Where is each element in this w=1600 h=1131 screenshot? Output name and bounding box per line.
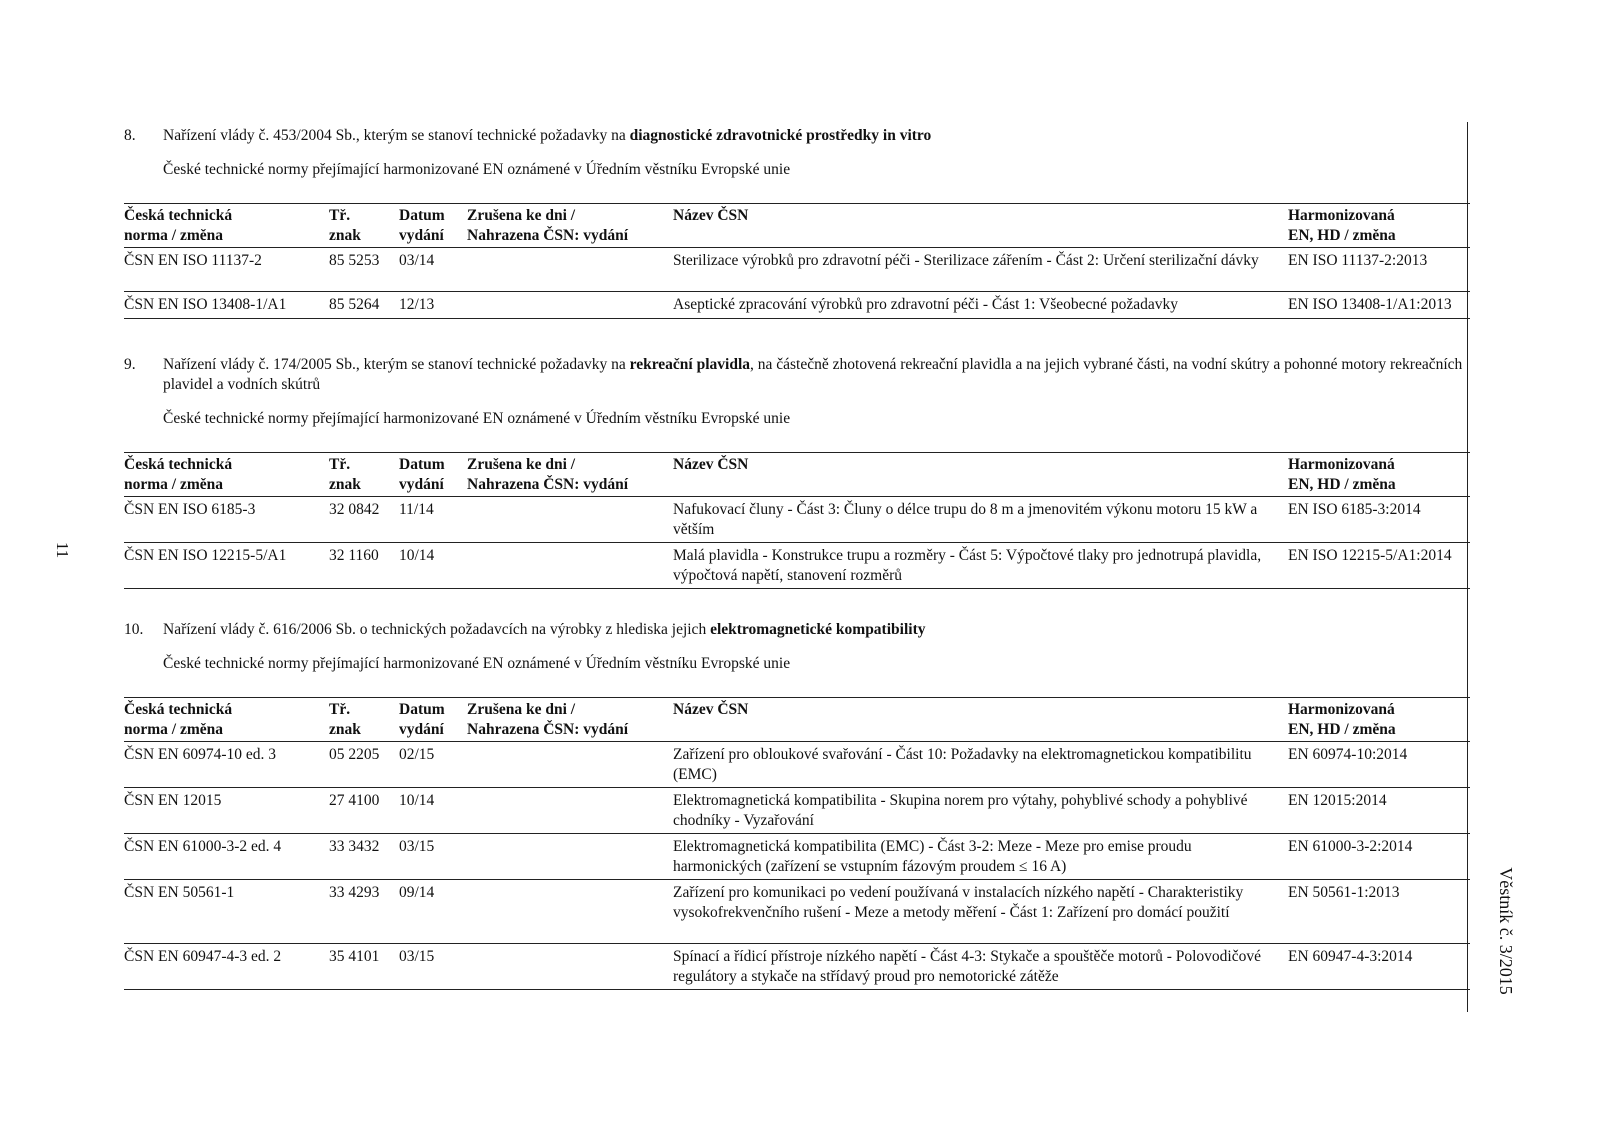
cell-date: 10/14 xyxy=(399,792,435,809)
table-row xyxy=(124,742,1470,788)
section-number: 9. xyxy=(124,356,136,373)
header-label-line: znak xyxy=(329,476,361,493)
cell-class: 33 4293 xyxy=(329,884,380,901)
cell-replaced xyxy=(467,248,673,292)
header-norm xyxy=(124,204,329,248)
table-row xyxy=(124,248,1470,292)
table-row xyxy=(124,944,1470,990)
cell-name: Zařízení pro komunikaci po vedení používaná v instalacích nízkého napětí - Charakteristiky vysokofrekvenčního rušení - Meze a metody měření - Část 1: Zařízení pro domácí použití xyxy=(673,884,1244,921)
header-label-line: Datum xyxy=(399,701,445,718)
header-replaced xyxy=(467,698,673,742)
cell-harmonized: EN ISO 6185-3:2014 xyxy=(1288,501,1421,518)
cell-norm: ČSN EN 60974-10 ed. 3 xyxy=(124,746,276,763)
section-title-emphasis: elektromagnetické kompatibility xyxy=(710,621,926,638)
header-label-line: Název ČSN xyxy=(673,456,749,473)
header-label-line: vydání xyxy=(399,476,444,493)
header-date xyxy=(399,204,467,248)
cell-class: 85 5253 xyxy=(329,252,380,269)
header-label-line: Nahrazena ČSN: vydání xyxy=(467,721,629,738)
header-label-line: Nahrazena ČSN: vydání xyxy=(467,476,629,493)
table-header-row xyxy=(124,453,1470,497)
header-label-line: Název ČSN xyxy=(673,207,749,224)
header-label-line: EN, HD / změna xyxy=(1288,721,1396,738)
norms-table xyxy=(124,203,1470,319)
header-label-line: Zrušena ke dni / xyxy=(467,456,576,473)
cell-date: 02/15 xyxy=(399,746,435,763)
cell-replaced xyxy=(467,292,673,319)
table-row xyxy=(124,543,1470,589)
cell-date: 03/15 xyxy=(399,838,435,855)
table-row xyxy=(124,292,1470,319)
header-label-line: Harmonizovaná xyxy=(1288,207,1395,224)
header-label-line: Harmonizovaná xyxy=(1288,701,1395,718)
header-label-line: Tř. xyxy=(329,207,351,224)
header-label-line: vydání xyxy=(399,721,444,738)
cell-harmonized: EN 12015:2014 xyxy=(1288,792,1387,809)
cell-norm: ČSN EN ISO 6185-3 xyxy=(124,501,256,518)
cell-norm: ČSN EN 12015 xyxy=(124,792,222,809)
cell-replaced xyxy=(467,788,673,834)
cell-date: 09/14 xyxy=(399,884,435,901)
header-label-line: Tř. xyxy=(329,456,351,473)
header-label-line: Datum xyxy=(399,207,445,224)
table-row xyxy=(124,880,1470,944)
section-heading xyxy=(124,620,1470,640)
header-norm xyxy=(124,453,329,497)
header-label-line: norma / změna xyxy=(124,227,224,244)
header-harmonized xyxy=(1288,698,1470,742)
section-heading xyxy=(124,126,1470,146)
norms-table xyxy=(124,452,1470,589)
cell-date: 12/13 xyxy=(399,296,435,313)
cell-harmonized: EN ISO 13408-1/A1:2013 xyxy=(1288,296,1452,313)
section-subtitle: České technické normy přejímající harmonizované EN oznámené v Úředním věstníku Evropské unie xyxy=(163,410,791,427)
header-date xyxy=(399,453,467,497)
cell-harmonized: EN 50561-1:2013 xyxy=(1288,884,1400,901)
cell-norm: ČSN EN 61000-3-2 ed. 4 xyxy=(124,838,282,855)
section-subtitle: České technické normy přejímající harmonizované EN oznámené v Úředním věstníku Evropské unie xyxy=(163,655,791,672)
header-name xyxy=(673,453,1288,497)
section-title-emphasis: diagnostické zdravotnické prostředky in vitro xyxy=(629,127,932,144)
header-label-line: EN, HD / změna xyxy=(1288,227,1396,244)
table-header-row xyxy=(124,698,1470,742)
table-header-row xyxy=(124,204,1470,248)
cell-name: Elektromagnetická kompatibilita - Skupina norem pro výtahy, pohyblivé schody a pohyblivé chodníky - Vyzařování xyxy=(673,792,1248,829)
header-label-line: Datum xyxy=(399,456,445,473)
cell-norm: ČSN EN ISO 13408-1/A1 xyxy=(124,296,287,313)
cell-replaced xyxy=(467,497,673,543)
cell-name: Elektromagnetická kompatibilita (EMC) - Část 3-2: Meze - Meze pro emise proudu harmonických (zařízení se vstupním fázovým proudem ≤ 16 A) xyxy=(673,838,1192,875)
norms-table xyxy=(124,697,1470,990)
cell-name: Aseptické zpracování výrobků pro zdravotní péči - Část 1: Všeobecné požadavky xyxy=(673,296,1179,313)
table-row xyxy=(124,497,1470,543)
cell-replaced xyxy=(467,543,673,589)
section-title xyxy=(163,620,1470,640)
cell-name: Malá plavidla - Konstrukce trupu a rozměry - Část 5: Výpočtové tlaky pro jednotrupá plavidla, výpočtová napětí, stanovení rozměrů xyxy=(673,547,1262,584)
cell-harmonized: EN ISO 12215-5/A1:2014 xyxy=(1288,547,1452,564)
header-label-line: Česká technická xyxy=(124,456,233,473)
header-label-line: Harmonizovaná xyxy=(1288,456,1395,473)
section-title-text: Nařízení vlády č. 453/2004 Sb., kterým se stanoví technické požadavky na xyxy=(163,127,630,144)
cell-replaced xyxy=(467,880,673,944)
header-label-line: Česká technická xyxy=(124,207,233,224)
header-label-line: Zrušena ke dni / xyxy=(467,701,576,718)
cell-harmonized: EN 60947-4-3:2014 xyxy=(1288,948,1413,965)
cell-class: 32 0842 xyxy=(329,501,380,518)
cell-class: 05 2205 xyxy=(329,746,380,763)
cell-class: 33 3432 xyxy=(329,838,380,855)
header-harmonized xyxy=(1288,204,1470,248)
header-label-line: Název ČSN xyxy=(673,701,749,718)
header-name xyxy=(673,204,1288,248)
header-label-line: norma / změna xyxy=(124,721,224,738)
section-title-emphasis: rekreační plavidla xyxy=(629,356,751,373)
cell-class: 85 5264 xyxy=(329,296,380,313)
cell-norm: ČSN EN ISO 12215-5/A1 xyxy=(124,547,287,564)
header-label-line: znak xyxy=(329,721,361,738)
cell-class: 32 1160 xyxy=(329,547,379,564)
header-harmonized xyxy=(1288,453,1470,497)
cell-harmonized: EN 60974-10:2014 xyxy=(1288,746,1408,763)
cell-norm: ČSN EN 60947-4-3 ed. 2 xyxy=(124,948,282,965)
cell-date: 11/14 xyxy=(399,501,434,518)
section-title-text: Nařízení vlády č. 174/2005 Sb., kterým se stanoví technické požadavky na xyxy=(163,356,630,373)
header-label-line: Nahrazena ČSN: vydání xyxy=(467,227,629,244)
header-label-line: Česká technická xyxy=(124,701,233,718)
section-title xyxy=(163,126,1470,146)
header-name xyxy=(673,698,1288,742)
cell-class: 35 4101 xyxy=(329,948,380,965)
cell-harmonized: EN ISO 11137-2:2013 xyxy=(1288,252,1428,269)
cell-date: 03/14 xyxy=(399,252,435,269)
table-row xyxy=(124,788,1470,834)
cell-harmonized: EN 61000-3-2:2014 xyxy=(1288,838,1413,855)
cell-replaced xyxy=(467,944,673,990)
header-label-line: znak xyxy=(329,227,361,244)
header-replaced xyxy=(467,204,673,248)
cell-norm: ČSN EN 50561-1 xyxy=(124,884,235,901)
cell-date: 03/15 xyxy=(399,948,435,965)
section-heading xyxy=(124,355,1470,395)
header-label-line: Tř. xyxy=(329,701,351,718)
cell-replaced xyxy=(467,834,673,880)
header-label-line: EN, HD / změna xyxy=(1288,476,1396,493)
header-label-line: vydání xyxy=(399,227,444,244)
section-title-text: Nařízení vlády č. 616/2006 Sb. o technických požadavcích na výrobky z hlediska jejich xyxy=(163,621,711,638)
cell-name: Sterilizace výrobků pro zdravotní péči - Sterilizace zářením - Část 2: Určení sterilizační dávky xyxy=(673,252,1259,269)
header-class xyxy=(329,453,399,497)
cell-name: Nafukovací čluny - Část 3: Čluny o délce trupu do 8 m a jmenovitém výkonu motoru 15 kW a větším xyxy=(673,501,1258,538)
section-number: 10. xyxy=(124,621,144,638)
section-title xyxy=(163,355,1470,395)
header-class xyxy=(329,204,399,248)
cell-name: Spínací a řídicí přístroje nízkého napětí - Část 4-3: Stykače a spouštěče motorů - Polovodičové regulátory a stykače na střídavý proud pro nemotorické zátěže xyxy=(673,948,1261,985)
journal-label: Věstník č. 3/2015 xyxy=(1496,867,1516,995)
cell-class: 27 4100 xyxy=(329,792,380,809)
header-norm xyxy=(124,698,329,742)
section-subtitle: České technické normy přejímající harmonizované EN oznámené v Úředním věstníku Evropské unie xyxy=(163,161,791,178)
page-number: 11 xyxy=(53,541,72,559)
header-date xyxy=(399,698,467,742)
section-title-text: , na částečně zhotovená rekreační plavidla a na jejich vybrané části, na vodní skútry a pohonné motory rekreačních plavidel a vodních skútrů xyxy=(163,356,1463,393)
table-row xyxy=(124,834,1470,880)
cell-norm: ČSN EN ISO 11137-2 xyxy=(124,252,262,269)
cell-date: 10/14 xyxy=(399,547,435,564)
header-label-line: norma / změna xyxy=(124,476,224,493)
section-number: 8. xyxy=(124,127,136,144)
cell-replaced xyxy=(467,742,673,788)
header-replaced xyxy=(467,453,673,497)
header-class xyxy=(329,698,399,742)
cell-name: Zařízení pro obloukové svařování - Část 10: Požadavky na elektromagnetickou kompatibilitu (EMC) xyxy=(673,746,1252,783)
header-label-line: Zrušena ke dni / xyxy=(467,207,576,224)
